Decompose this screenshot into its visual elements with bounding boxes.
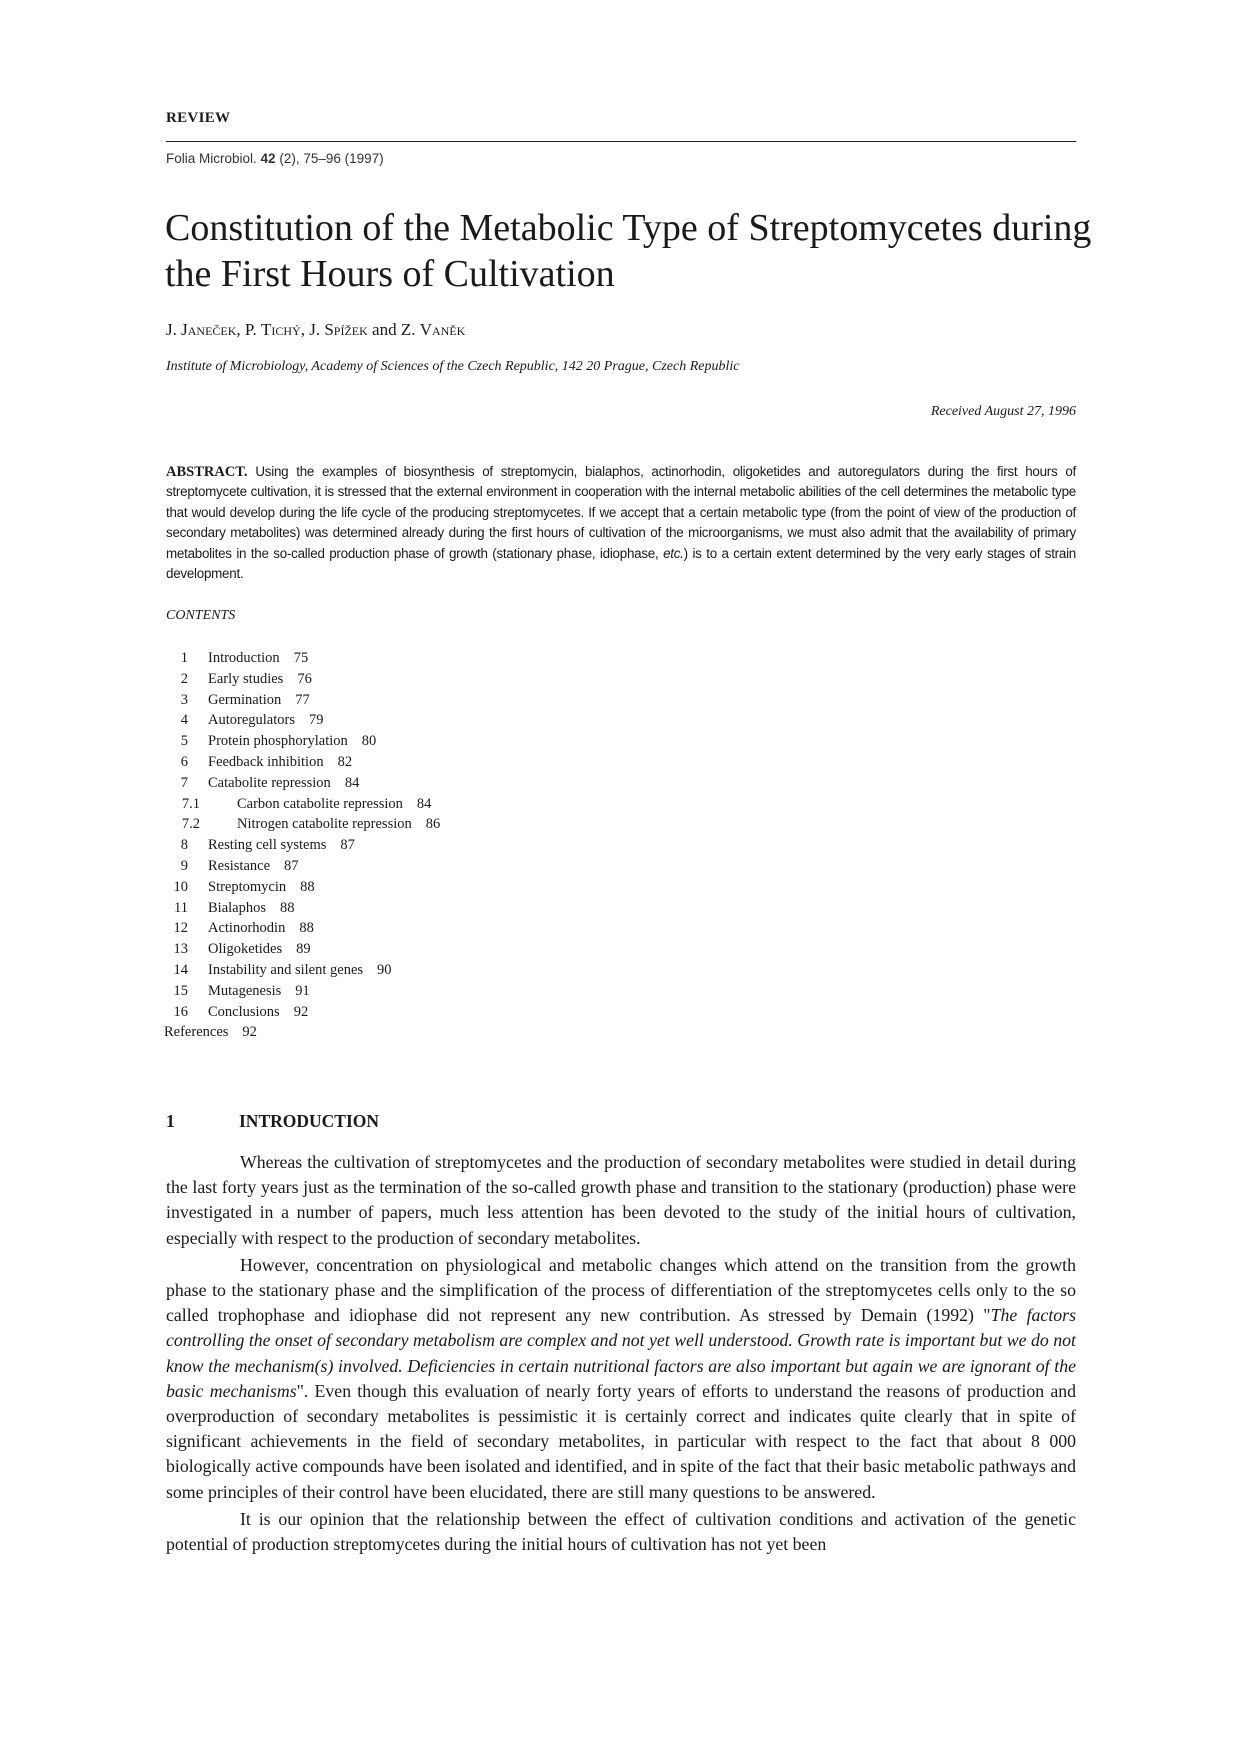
toc-entry-number: 2 xyxy=(180,670,188,687)
citation-issue-pages: (2), 75–96 (1997) xyxy=(279,151,384,166)
toc-entry-page: 88 xyxy=(299,920,314,937)
introduction-heading xyxy=(166,1111,379,1132)
toc-entry-page: 88 xyxy=(280,899,295,916)
author-2-surname: Tichý xyxy=(260,320,301,339)
toc-entry-number: 6 xyxy=(180,753,188,770)
toc-entry-number: 7.2 xyxy=(181,816,200,833)
author-2-initial: P. xyxy=(244,320,257,339)
toc-entry xyxy=(164,710,664,731)
toc-entry-page: 88 xyxy=(300,878,315,895)
toc-entry-label: Oligoketides xyxy=(208,941,283,958)
toc-entry-label: Instability and silent genes xyxy=(208,961,364,978)
toc-entry xyxy=(164,877,664,898)
toc-entry-page: 89 xyxy=(296,941,311,958)
toc-entry-label: Streptomycin xyxy=(208,878,287,895)
introduction-body xyxy=(166,1150,1076,1557)
toc-entry-page: 90 xyxy=(377,961,392,978)
toc-entry-label: References xyxy=(164,1024,229,1041)
toc-entry xyxy=(164,669,664,690)
toc-entry xyxy=(164,960,664,981)
toc-entry-page: 82 xyxy=(337,753,353,770)
toc-entry-title xyxy=(208,918,314,939)
toc-entry-label: Germination xyxy=(208,691,282,708)
paragraph: It is our opinion that the relationship between the effect of cultivation conditions and activation of the genetic potential of production streptomycetes during the initial hours of cultivation has not yet been xyxy=(166,1508,1076,1555)
toc-entry-title xyxy=(208,939,311,960)
table-of-contents xyxy=(164,648,664,1043)
toc-entry-label: Autoregulators xyxy=(208,712,295,729)
toc-entry-title xyxy=(164,1022,257,1043)
author-4-surname: Vaněk xyxy=(419,320,466,339)
toc-entry-label: Conclusions xyxy=(208,1003,280,1020)
toc-entry-title xyxy=(237,794,431,815)
toc-entry-page: 80 xyxy=(361,733,377,750)
toc-entry-page: 84 xyxy=(344,774,360,791)
citation-volume: 42 xyxy=(260,151,276,166)
toc-entry-label: Resting cell systems xyxy=(208,837,327,854)
author-3-initial: J. xyxy=(309,320,321,339)
author-1-surname: Janeček xyxy=(181,320,237,339)
header-rule xyxy=(166,141,1076,142)
toc-entry xyxy=(164,814,664,835)
toc-entry-label: Resistance xyxy=(208,857,271,874)
toc-entry-label: Carbon catabolite repression xyxy=(237,795,403,812)
toc-entry-page: 87 xyxy=(284,857,299,874)
toc-entry-number: 10 xyxy=(173,878,188,895)
toc-entry-page: 75 xyxy=(293,650,309,666)
toc-entry-label: Introduction xyxy=(208,650,280,666)
toc-entry-page: 77 xyxy=(295,691,310,708)
toc-entry-number: 13 xyxy=(173,941,188,958)
paragraph: However, concentration on physiological and metabolic changes which attend on the transition from the growth phase to the stationary phase and the simplification of the process of differentiation of the streptomycetes cells only to the so called trophophase and idiophase did not represent any new contribution. As stressed by Demain (1992) "The factors controlling the onset of secondary metabolism are complex and not yet well understood. Growth rate is important but we do not know the mechanism(s) involved. Deficiencies in certain nutritional factors are also important but again we are ignorant of the basic mechanisms". Even though this evaluation of nearly forty years of efforts to understand the reasons of production and overproduction of secondary metabolites is pessimistic it is certainly correct and indicates quite clearly that in spite of significant achievements in the field of secondary metabolites, in particular with respect to the fact that about 8 000 biologically active compounds have been isolated and identified, and in spite of the fact that their basic metabolic pathways and some principles of their control have been elucidated, there are still many questions to be answered. xyxy=(166,1254,1076,1502)
toc-entry-page: 76 xyxy=(297,670,312,687)
toc-entry-title xyxy=(208,648,308,669)
toc-entry-number: 5 xyxy=(180,733,188,750)
toc-entry xyxy=(164,856,664,877)
toc-entry-number: 11 xyxy=(174,899,188,916)
section-number: 1 xyxy=(166,1111,175,1131)
toc-entry-title xyxy=(208,981,310,1002)
toc-entry-title xyxy=(208,773,359,794)
toc-entry xyxy=(164,731,664,752)
abstract-tail: ) is to a certain extent determined by the very early stages of strain development. xyxy=(166,545,1077,582)
toc-entry-label: Bialaphos xyxy=(208,899,266,916)
toc-entry-page: 87 xyxy=(340,837,355,854)
toc-entry xyxy=(164,773,664,794)
toc-entry-label: Mutagenesis xyxy=(208,982,282,999)
toc-entry-number: 7.1 xyxy=(181,795,200,812)
toc-entry-page: 92 xyxy=(293,1003,309,1020)
toc-entry-number: 16 xyxy=(173,1003,188,1020)
abstract xyxy=(166,462,1076,584)
toc-entry-title xyxy=(208,960,392,981)
toc-entry-number: 1 xyxy=(180,650,188,666)
toc-entry xyxy=(164,939,664,960)
toc-entry xyxy=(164,752,664,773)
toc-entry xyxy=(164,918,664,939)
section-title: INTRODUCTION xyxy=(239,1111,380,1131)
toc-entry-number: 8 xyxy=(180,837,188,854)
toc-entry-label: Actinorhodin xyxy=(208,920,286,937)
toc-entry xyxy=(164,981,664,1002)
received-date: Received August 27, 1996 xyxy=(930,404,1076,419)
toc-entry-number: 14 xyxy=(173,961,188,978)
author-list: J. Janeček, P. Tichý, J. Spížek and Z. Vaněk xyxy=(166,320,466,339)
contents-heading: CONTENTS xyxy=(166,608,236,623)
toc-entry-number: 4 xyxy=(180,712,188,729)
toc-entry-label: Early studies xyxy=(208,670,284,687)
toc-entry-label: Feedback inhibition xyxy=(208,753,324,770)
toc-entry-number: 12 xyxy=(173,920,188,937)
citation-journal: Folia Microbiol. xyxy=(166,151,257,166)
toc-entry-page: 79 xyxy=(308,712,324,729)
toc-entry-title xyxy=(208,710,323,731)
toc-entry-label: Catabolite repression xyxy=(208,774,331,791)
abstract-text: Using the examples of biosynthesis of streptomycin, bialaphos, actinorhodin, oligoketides and autoregulators during the first hours of streptomycete cultivation, it is stressed that the external environment in cooperation with the internal metabolic abilities of the cell determines the metabolic type that would develop during the life cycle of the producing streptomycetes. If we accept that a certain metabolic type (from the point of view of the production of secondary metabolites) was determined already during the first hours of cultivation of the microorganisms, we must also admit that the availability of primary metabolites in the so-called production phase of growth (stationary phase, idiophase, xyxy=(166,464,1076,561)
author-3-surname: Spížek xyxy=(324,320,368,339)
abstract-etc: etc. xyxy=(663,545,684,561)
toc-entry-title xyxy=(208,856,299,877)
toc-entry-page: 86 xyxy=(425,816,441,833)
toc-entry-label: Nitrogen catabolite repression xyxy=(237,816,412,833)
abstract-label: ABSTRACT. xyxy=(166,464,248,480)
article-title: Constitution of the Metabolic Type of Streptomycetes during the First Hours of Cultivation xyxy=(165,207,1092,295)
toc-entry xyxy=(164,898,664,919)
toc-entry-label: Protein phosphorylation xyxy=(208,733,348,750)
toc-entry-title xyxy=(208,669,312,690)
author-affiliation: Institute of Microbiology, Academy of Sciences of the Czech Republic, 142 20 Prague, Czech Republic xyxy=(166,359,740,374)
toc-entry-title xyxy=(208,898,295,919)
toc-entry-page: 92 xyxy=(242,1024,257,1041)
section-label: REVIEW xyxy=(166,110,231,126)
toc-entry-number: 15 xyxy=(173,982,188,999)
paragraph: Whereas the cultivation of streptomycetes and the production of secondary metabolites were studied in detail during the last forty years just as the termination of the so-called growth phase and transition to the stationary (production) phase were investigated in a number of papers, much less attention has been devoted to the study of the initial hours of cultivation, especially with respect to the production of secondary metabolites. xyxy=(166,1152,1076,1248)
toc-entry-title xyxy=(208,731,376,752)
toc-entry-title xyxy=(208,690,310,711)
author-4-initial: Z. xyxy=(400,320,416,339)
toc-entry-page: 91 xyxy=(295,982,310,999)
toc-entry-title xyxy=(208,835,355,856)
toc-entry-title xyxy=(237,814,440,835)
toc-entry xyxy=(164,690,664,711)
demain-quote: The factors controlling the onset of secondary metabolism are complex and not yet well understood. Growth rate is important but we do not know the mechanism(s) involved. Deficiencies in certain nutritional factors are also important but again we are ignorant of the basic mechanisms xyxy=(166,1305,1076,1401)
toc-entry xyxy=(164,794,664,815)
author-1-initial: J. xyxy=(166,320,177,339)
toc-entry xyxy=(164,1002,664,1023)
toc-entry-title xyxy=(208,752,352,773)
toc-entry-number: 7 xyxy=(180,774,188,791)
toc-entry-page: 84 xyxy=(416,795,432,812)
toc-entry-title xyxy=(208,877,315,898)
toc-entry-number: 9 xyxy=(180,857,188,874)
toc-entry-references xyxy=(164,1022,664,1043)
toc-entry-number: 3 xyxy=(180,691,188,708)
toc-entry xyxy=(164,648,664,669)
author-and: and xyxy=(372,320,397,339)
journal-citation xyxy=(166,151,384,166)
toc-entry-title xyxy=(208,1002,308,1023)
toc-entry xyxy=(164,835,664,856)
